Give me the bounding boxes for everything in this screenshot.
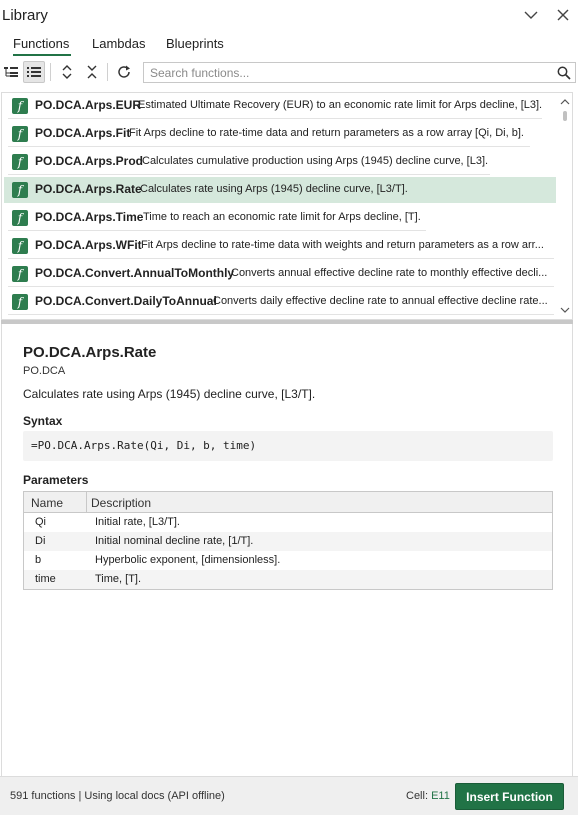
function-name: PO.DCA.Convert.DailyToAnnual — [35, 294, 217, 308]
param-name: time — [35, 573, 56, 585]
function-icon: f — [12, 266, 28, 282]
chevron-up-icon — [560, 99, 570, 105]
function-list — [1, 92, 573, 320]
parameters-table — [23, 491, 553, 590]
collapse-all-icon — [86, 64, 98, 80]
collapse-all-button[interactable] — [81, 61, 103, 83]
close-button[interactable] — [554, 6, 572, 24]
row-divider — [8, 258, 554, 259]
function-name: PO.DCA.Arps.WFit — [35, 238, 142, 252]
syntax-box — [23, 431, 553, 461]
function-icon: f — [12, 126, 28, 142]
function-name: PO.DCA.Arps.Rate — [35, 182, 142, 196]
function-description: Converts annual effective decline rate to monthly effective decli... — [231, 267, 548, 279]
function-description: Calculates cumulative production using Arps (1945) decline curve, [L3]. — [142, 155, 489, 167]
param-description: Time, [T]. — [95, 573, 142, 585]
function-description: Fit Arps decline to rate-time data and return parameters as a row array [Qi, Di, b]. — [129, 127, 524, 139]
function-name: PO.DCA.Arps.EUR — [35, 98, 142, 112]
param-name: Di — [35, 535, 46, 547]
chevron-down-icon — [560, 307, 570, 313]
param-name: Qi — [35, 516, 46, 528]
insert-function-button[interactable]: Insert Function — [455, 783, 564, 810]
row-divider — [8, 118, 542, 119]
list-scrollbar[interactable] — [558, 93, 572, 319]
function-name: PO.DCA.Convert.AnnualToMonthly — [35, 266, 235, 280]
function-row[interactable] — [4, 93, 556, 119]
tree-view-button[interactable] — [0, 61, 22, 83]
function-description: Time to reach an economic rate limit for Arps decline, [T]. — [143, 211, 421, 223]
table-row — [24, 551, 552, 570]
function-row[interactable] — [4, 205, 556, 231]
function-row[interactable] — [4, 121, 556, 147]
column-divider[interactable] — [86, 492, 87, 512]
function-icon: f — [12, 294, 28, 310]
search-input[interactable] — [144, 63, 544, 82]
row-divider — [8, 174, 490, 175]
expand-all-icon — [61, 64, 73, 80]
function-description: Converts daily effective decline rate to annual effective decline rate... — [213, 295, 548, 307]
table-header — [24, 492, 552, 513]
tab-lambdas[interactable]: Lambdas — [92, 36, 146, 51]
scroll-up-button[interactable] — [560, 97, 570, 107]
scroll-thumb[interactable] — [563, 111, 567, 121]
panel-title: Library — [2, 7, 48, 24]
column-header-description[interactable]: Description — [91, 496, 152, 510]
function-description: Estimated Ultimate Recovery (EUR) to an economic rate limit for Arps decline, [L3]. — [138, 99, 543, 111]
column-header-name[interactable]: Name — [31, 496, 64, 510]
toolbar-separator — [107, 63, 108, 81]
function-description: Fit Arps decline to rate-time data with weights and return parameters as a row arr... — [141, 239, 544, 251]
parameters-heading: Parameters — [23, 473, 89, 487]
status-bar — [0, 776, 578, 815]
tree-view-icon — [3, 65, 19, 79]
table-row — [24, 570, 552, 589]
detail-title: PO.DCA.Arps.Rate — [23, 344, 157, 361]
detail-description: Calculates rate using Arps (1945) decline curve, [L3/T]. — [23, 387, 316, 401]
detail-category: PO.DCA — [23, 365, 66, 377]
function-row[interactable] — [4, 233, 556, 259]
cell-indicator — [406, 790, 450, 802]
function-icon: f — [12, 238, 28, 254]
chevron-down-icon — [524, 10, 538, 20]
param-description: Initial nominal decline rate, [1/T]. — [95, 535, 254, 547]
function-description: Calculates rate using Arps (1945) decline curve, [L3/T]. — [140, 183, 408, 195]
close-icon — [557, 9, 569, 21]
collapse-panel-button[interactable] — [522, 6, 540, 24]
search-icon — [557, 66, 571, 80]
list-view-button[interactable] — [23, 61, 45, 83]
syntax-heading: Syntax — [23, 414, 63, 428]
function-row-selected[interactable] — [4, 177, 556, 203]
status-text: 591 functions | Using local docs (API offline) — [10, 790, 225, 802]
function-name: PO.DCA.Arps.Prod — [35, 154, 144, 168]
list-view-icon — [26, 65, 42, 79]
function-row[interactable] — [4, 261, 556, 287]
search-button[interactable] — [555, 64, 572, 81]
function-detail-pane — [1, 324, 573, 776]
refresh-icon — [116, 64, 132, 80]
row-divider — [8, 146, 530, 147]
tab-functions[interactable]: Functions — [13, 36, 70, 51]
search-box — [143, 62, 576, 83]
title-bar — [0, 0, 578, 30]
table-row — [24, 513, 552, 532]
row-divider — [8, 230, 426, 231]
param-description: Hyperbolic exponent, [dimensionless]. — [95, 554, 281, 566]
param-name: b — [35, 554, 42, 566]
cell-reference: E11 — [431, 790, 450, 802]
toolbar — [0, 60, 578, 86]
active-tab-indicator — [13, 54, 71, 56]
table-row — [24, 532, 552, 551]
scroll-down-button[interactable] — [560, 305, 570, 315]
row-divider — [8, 286, 554, 287]
refresh-button[interactable] — [113, 61, 135, 83]
function-name: PO.DCA.Arps.Time — [35, 210, 144, 224]
function-icon: f — [12, 98, 28, 114]
toolbar-separator — [50, 63, 51, 81]
library-tabs — [0, 30, 578, 58]
function-icon: f — [12, 210, 28, 226]
cell-label: Cell: — [406, 790, 432, 802]
expand-all-button[interactable] — [56, 61, 78, 83]
syntax-text: =PO.DCA.Arps.Rate(Qi, Di, b, time) — [31, 439, 257, 452]
function-name: PO.DCA.Arps.Fit — [35, 126, 131, 140]
function-icon: f — [12, 154, 28, 170]
param-description: Initial rate, [L3/T]. — [95, 516, 180, 528]
function-row[interactable] — [4, 149, 556, 175]
tab-blueprints[interactable]: Blueprints — [166, 36, 224, 51]
function-icon: f — [12, 182, 28, 198]
row-divider — [8, 314, 554, 315]
function-row[interactable] — [4, 289, 556, 315]
